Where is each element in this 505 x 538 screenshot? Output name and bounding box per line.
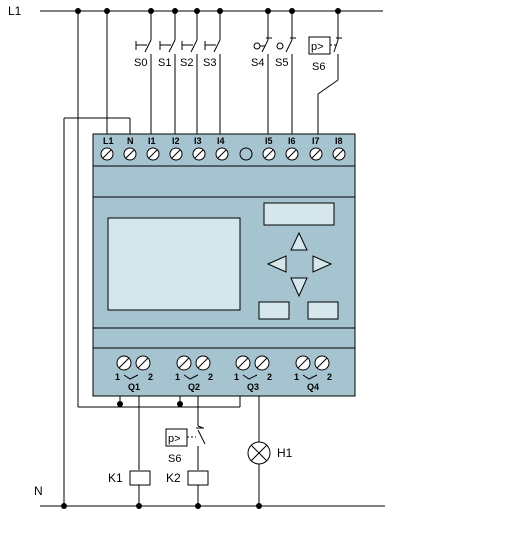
svg-text:N: N bbox=[127, 136, 134, 146]
n-label: N bbox=[34, 484, 43, 498]
svg-text:Q4: Q4 bbox=[307, 382, 320, 392]
switch-s1 bbox=[160, 36, 175, 137]
label-s1: S1 bbox=[158, 57, 172, 69]
label-k1: K1 bbox=[108, 471, 123, 485]
svg-text:Q1: Q1 bbox=[128, 382, 141, 392]
svg-text:2: 2 bbox=[267, 372, 273, 382]
label-s6: S6 bbox=[312, 61, 326, 73]
switch-s2 bbox=[182, 36, 197, 137]
svg-text:1: 1 bbox=[234, 372, 240, 382]
esc-key bbox=[259, 302, 289, 319]
pressure-symbol-lower: p> bbox=[168, 433, 181, 445]
svg-text:I7: I7 bbox=[312, 136, 320, 146]
svg-text:1: 1 bbox=[175, 372, 181, 382]
svg-text:Q2: Q2 bbox=[188, 382, 201, 392]
l1-label: L1 bbox=[8, 4, 22, 18]
svg-text:I6: I6 bbox=[288, 136, 296, 146]
label-s2: S2 bbox=[180, 57, 194, 69]
upper-key bbox=[264, 203, 334, 225]
svg-text:L1: L1 bbox=[103, 136, 114, 146]
svg-text:I1: I1 bbox=[148, 136, 156, 146]
svg-text:I5: I5 bbox=[265, 136, 273, 146]
logo-module bbox=[93, 134, 355, 396]
lamp-h1-icon bbox=[248, 442, 270, 464]
svg-text:1: 1 bbox=[294, 372, 300, 382]
svg-text:I3: I3 bbox=[194, 136, 202, 146]
pressure-symbol-top: p> bbox=[311, 41, 324, 53]
switch-s3 bbox=[205, 36, 220, 137]
label-s5: S5 bbox=[275, 57, 289, 69]
label-k2: K2 bbox=[166, 471, 181, 485]
lcd-display bbox=[108, 218, 240, 310]
coil-k2 bbox=[188, 471, 208, 485]
svg-text:2: 2 bbox=[148, 372, 154, 382]
svg-text:Q3: Q3 bbox=[247, 382, 260, 392]
svg-text:I2: I2 bbox=[172, 136, 180, 146]
coil-k1 bbox=[130, 471, 150, 485]
switch-s4 bbox=[254, 36, 272, 137]
svg-text:2: 2 bbox=[327, 372, 333, 382]
label-h1: H1 bbox=[277, 446, 293, 460]
ok-key bbox=[308, 302, 338, 319]
label-s3: S3 bbox=[203, 57, 217, 69]
svg-text:2: 2 bbox=[208, 372, 214, 382]
switch-s5 bbox=[277, 36, 296, 137]
label-s4: S4 bbox=[251, 57, 265, 69]
svg-text:1: 1 bbox=[115, 372, 121, 382]
svg-text:I4: I4 bbox=[217, 136, 225, 146]
label-s6-lower: S6 bbox=[168, 453, 182, 465]
switch-s0 bbox=[136, 36, 151, 137]
label-s0: S0 bbox=[134, 57, 148, 69]
svg-text:I8: I8 bbox=[335, 136, 343, 146]
